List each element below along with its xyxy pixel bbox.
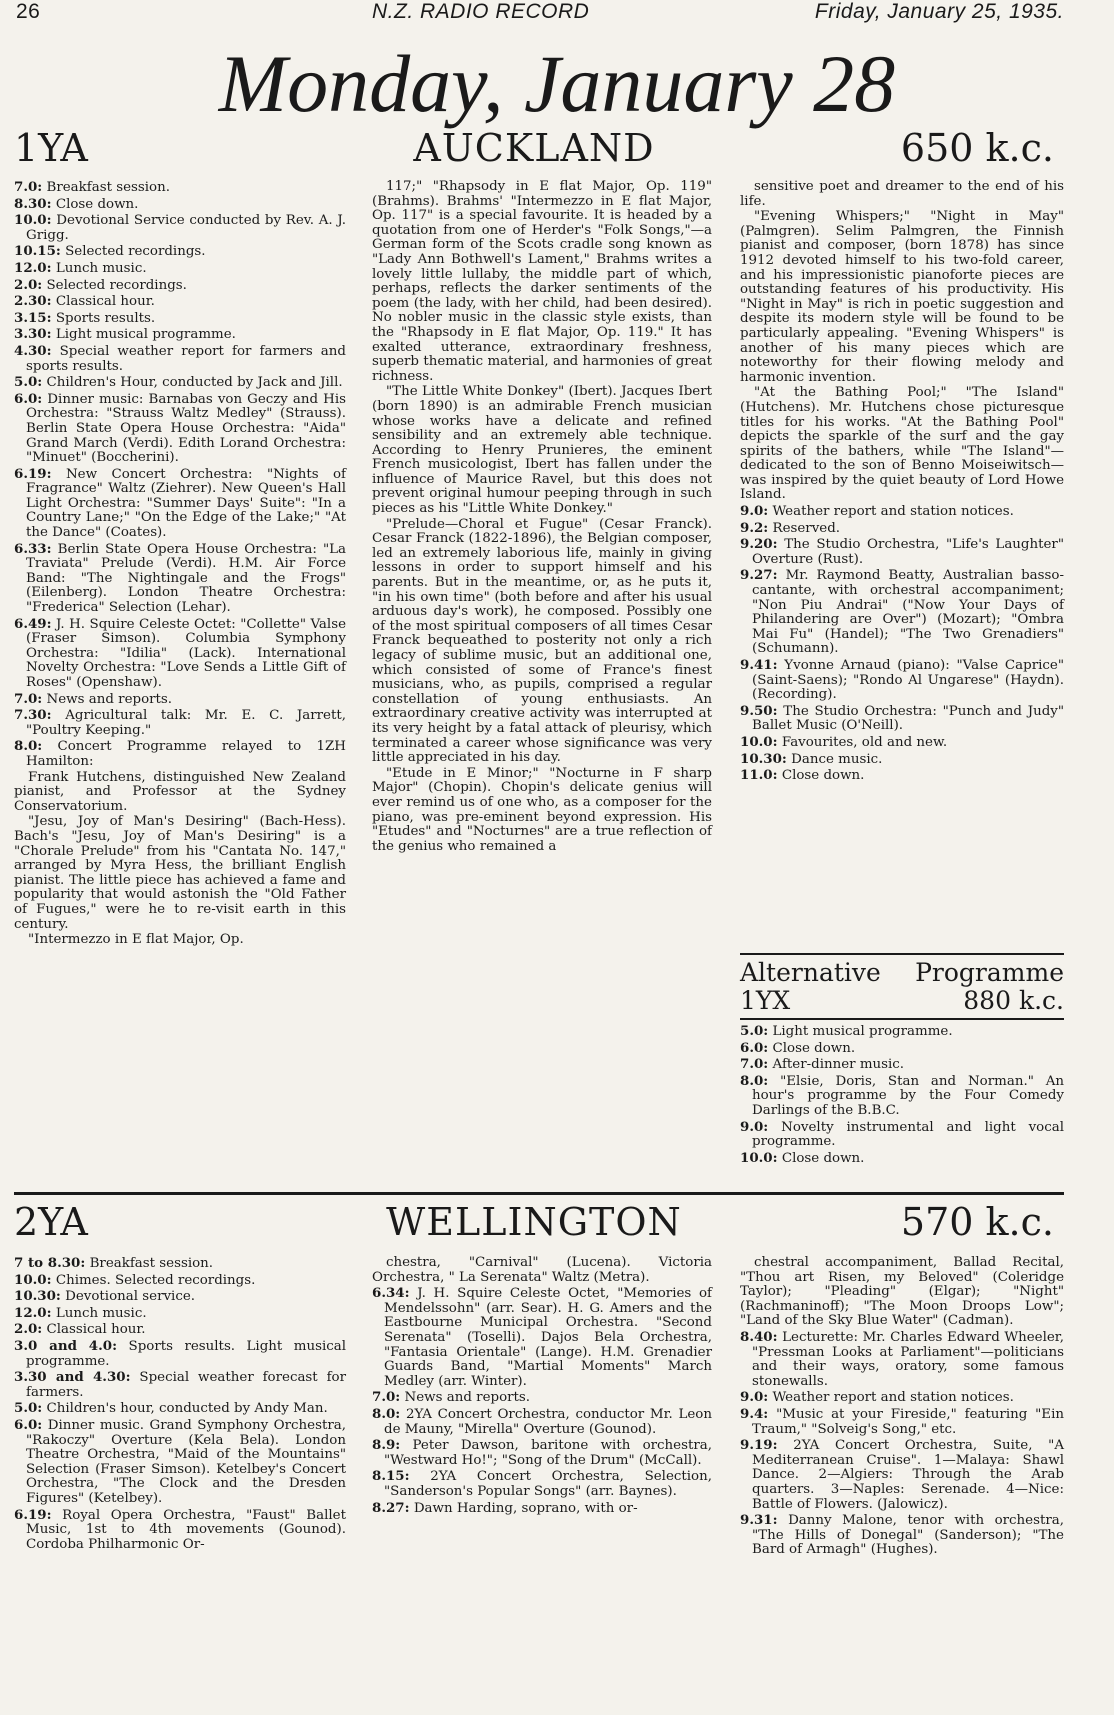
programme-entry bbox=[14, 467, 346, 541]
programme-entry bbox=[740, 768, 1064, 784]
entry-description: News and reports. bbox=[42, 691, 173, 707]
entry-description: Selected recordings. bbox=[60, 244, 206, 260]
entry-time: 10.30: bbox=[14, 1288, 61, 1305]
entry-time: 7 to 8.30: bbox=[14, 1255, 86, 1271]
entry-description: Dinner music: Barnabas von Geczy and His Orchestra: "Strauss Waltz Medley" (Strauss). Berlin State Opera House Orchestra: "Aida" Grand March (Verdi). Edith Lorand Orchestra: "Minuet" (Boccherini). bbox=[26, 391, 346, 466]
programme-entry bbox=[14, 1256, 346, 1272]
entry-description: News and reports. bbox=[400, 1390, 531, 1406]
entry-time: 8.27: bbox=[372, 1499, 410, 1516]
entry-description: Dinner music. Grand Symphony Orchestra, "Rakoczy" Overture (Kela Bela). London Theatre Orchestra, "Maid of the Mountains" Selection (Fraser Simson). Ketelbey's Concert Orchestra, "The Clock and the Dresden Figures" (Ketelbey). bbox=[26, 1417, 346, 1506]
entry-time: 3.30 and 4.30: bbox=[14, 1369, 131, 1386]
programme-entry bbox=[14, 261, 346, 277]
programme-entry bbox=[14, 375, 346, 391]
divider bbox=[740, 953, 1064, 955]
entry-time: 6.33: bbox=[14, 540, 52, 557]
entry-description: Lecturette: Mr. Charles Edward Wheeler, "Pressman Looks at Parliament"—politicians and their ways, oratory, some famous stonewalls. bbox=[752, 1329, 1064, 1389]
entry-time: 8.0: bbox=[740, 1072, 769, 1089]
entry-time: 9.20: bbox=[740, 536, 778, 553]
entry-time: 6.49: bbox=[14, 615, 52, 632]
programme-note: "Prelude—Choral et Fugue" (Cesar Franck). Cesar Franck (1822-1896), the Belgian composer, led an extremely laborious life, mainly in giving lessons in order to support himself and his parents. But in the meantime, or, as he puts it, "in his own time" (both before and after his usual arduous day's work), he composed. Possibly one of the most spiritual composers of all times Cesar Franck bequeathed to posterity not only a rich legacy of sublime music, but an additional one, which consisted of some of France's finest musicians, who, as pupils, comprised a regular constellation of young enthusiasts. An extraordinary creative activity was interrupted at its very height by a fatal attack of pleurisy, which terminated a career whose significance was very little appreciated in his day. bbox=[372, 516, 712, 766]
entry-description: After-dinner music. bbox=[768, 1057, 905, 1073]
programme-entry bbox=[14, 344, 346, 374]
entry-description: Favourites, old and new. bbox=[777, 734, 948, 750]
entry-time: 9.31: bbox=[740, 1512, 778, 1529]
entry-description: Concert Programme relayed to 1ZH Hamilton: bbox=[26, 739, 346, 769]
entry-description: Children's hour, conducted by Andy Man. bbox=[42, 1401, 328, 1417]
entry-time: 4.30: bbox=[14, 342, 52, 359]
programme-entry bbox=[740, 568, 1064, 657]
programme-entry bbox=[740, 1407, 1064, 1437]
alt-label-right: Programme bbox=[915, 958, 1064, 987]
entry-description: Reserved. bbox=[768, 520, 841, 536]
entry-time: 9.4: bbox=[740, 1405, 769, 1422]
entry-time: 6.19: bbox=[14, 465, 52, 482]
programme-entry bbox=[372, 1438, 712, 1468]
programme-entry bbox=[372, 1501, 712, 1517]
programme-entry bbox=[14, 1289, 346, 1305]
programme-entry bbox=[740, 1041, 1064, 1057]
entry-description: Close down. bbox=[777, 768, 865, 784]
entry-time: 8.0: bbox=[372, 1405, 401, 1422]
entry-description: Special weather forecast for farmers. bbox=[26, 1370, 346, 1400]
programme-entry bbox=[740, 504, 1064, 520]
programme-note: 117;" "Rhapsody in E flat Major, Op. 119" (Brahms). Brahms' "Intermezzo in E flat Major, Op. 117" is a special favourite. It is headed by a quotation from one of Herder's "Folk Songs,"—a German form of the Scots cradle song known as "Lady Ann Bothwell's Lament," Brahms writes a lovely little lullaby, the middle part of which, perhaps, reflects the darker sentiments of the poem (the lady, with her child, had been desired). No nobler music in the classic style exists, than the "Rhapsody in E flat Major, Op. 119." It has exalted utterance, extraordinary freshness, superb thematic material, and harmonies of great richness. bbox=[372, 179, 712, 384]
programme-note: "The Little White Donkey" (Ibert). Jacques Ibert (born 1890) is an admirable French musician whose works have a delicate and refined sensibility and an extremely able technique. According to Henry Prunieres, the eminent French musicologist, Ibert has fallen under the influence of Maurice Ravel, but this does not prevent original humour peeping through in such pieces as his "Little White Donkey." bbox=[372, 384, 712, 517]
entry-description: The Studio Orchestra: "Punch and Judy" Ballet Music (O'Neill). bbox=[752, 703, 1064, 734]
programme-entry bbox=[740, 1074, 1064, 1119]
wellington-column-3 bbox=[740, 1256, 1064, 1559]
entry-description: Close down. bbox=[777, 1150, 865, 1166]
entry-time: 3.30: bbox=[14, 326, 52, 343]
entry-time: 9.50: bbox=[740, 702, 778, 719]
programme-entry bbox=[740, 658, 1064, 703]
entry-time: 7.0: bbox=[740, 1056, 769, 1073]
programme-entry bbox=[14, 542, 346, 616]
entry-description: Peter Dawson, baritone with orchestra, "Westward Ho!"; "Song of the Drum" (McCall). bbox=[384, 1438, 712, 1468]
programme-entry bbox=[740, 752, 1064, 768]
alt-label-left: Alternative bbox=[740, 958, 881, 987]
programme-entry bbox=[14, 1401, 346, 1417]
programme-entry bbox=[14, 213, 346, 243]
programme-entry bbox=[372, 1390, 712, 1406]
entry-time: 9.27: bbox=[740, 567, 778, 584]
entry-description: Weather report and station notices. bbox=[768, 1390, 1014, 1406]
programme-entry bbox=[14, 617, 346, 691]
programme-entry bbox=[740, 1024, 1064, 1040]
entry-description: 2YA Concert Orchestra, Selection, "Sanderson's Popular Songs" (arr. Baynes). bbox=[384, 1469, 712, 1499]
alt-frequency: 880 k.c. bbox=[963, 986, 1064, 1015]
entry-time: 8.0: bbox=[14, 738, 43, 755]
programme-entry bbox=[14, 708, 346, 738]
entry-description: Classical hour. bbox=[51, 294, 155, 310]
programme-entry bbox=[14, 294, 346, 310]
station-frequency: 650 k.c. bbox=[900, 126, 1054, 170]
entry-time: 12.0: bbox=[14, 259, 52, 276]
entry-description: Devotional service. bbox=[60, 1289, 196, 1305]
entry-description: Dawn Harding, soprano, with or- bbox=[409, 1500, 638, 1516]
entry-description: J. H. Squire Celeste Octet: "Collette" Valse (Fraser Simson). Columbia Symphony Orchestra: "Idilia" (Lack). International Novelty Orchestra: "Love Sends a Little Gift of Roses" (Openshaw). bbox=[26, 616, 346, 690]
wellington-column-1 bbox=[14, 1256, 346, 1553]
entry-description: Royal Opera Orchestra, "Faust" Ballet Music, 1st to 4th movements (Gounod). Cordoba Philharmonic Or- bbox=[26, 1507, 346, 1552]
entry-time: 12.0: bbox=[14, 1304, 52, 1321]
programme-entry bbox=[14, 392, 346, 466]
entry-description: Sports results. Light musical programme. bbox=[26, 1338, 346, 1369]
page-number: 26 bbox=[16, 0, 41, 23]
entry-description: Devotional Service conducted by Rev. A. J. Grigg. bbox=[26, 213, 346, 243]
entry-time: 8.40: bbox=[740, 1328, 778, 1345]
entry-time: 5.0: bbox=[14, 374, 43, 391]
alt-call: 1YX bbox=[740, 986, 791, 1015]
entry-description: Dance music. bbox=[786, 751, 883, 767]
entry-description: Lunch music. bbox=[51, 1305, 147, 1321]
programme-entry bbox=[14, 1418, 346, 1507]
entry-time: 2.30: bbox=[14, 293, 52, 310]
entry-time: 2.0: bbox=[14, 1321, 43, 1338]
entry-description: Yvonne Arnaud (piano): "Valse Caprice" (Saint-Saens); "Rondo Al Ungarese" (Haydn). (Recording). bbox=[752, 658, 1064, 703]
entry-time: 7.0: bbox=[14, 179, 43, 195]
entry-time: 10.0: bbox=[740, 733, 778, 750]
entry-time: 9.41: bbox=[740, 657, 778, 673]
entry-description: Weather report and station notices. bbox=[768, 504, 1014, 520]
entry-description: Agricultural talk: Mr. E. C. Jarrett, "Poultry Keeping." bbox=[26, 708, 346, 738]
programme-note: "At the Bathing Pool;" "The Island" (Hutchens). Mr. Hutchens chose picturesque titles for his works. "At the Bathing Pool" depicts the sparkle of the surf and the gay spirits of the bathers, while "The Island"—dedicated to the son of Benno Moiseiwitsch—was inspired by the quiet beauty of Lord Howe Island. bbox=[740, 385, 1064, 503]
entry-time: 10.0: bbox=[14, 212, 52, 229]
programme-entry bbox=[740, 521, 1064, 537]
entry-time: 9.0: bbox=[740, 1389, 769, 1406]
auckland-column-1 bbox=[14, 180, 346, 949]
entry-description: Novelty instrumental and light vocal programme. bbox=[752, 1119, 1064, 1150]
programme-entry bbox=[14, 1306, 346, 1322]
programme-note: chestral accompaniment, Ballad Recital, "Thou art Risen, my Beloved" (Coleridge Taylor); "Pleading" (Elgar); "Night" (Rachmaninoff); "The Moon Droops Low"; "Land of the Sky Blue Water" (Cadman). bbox=[740, 1255, 1064, 1329]
entry-description: Sports results. bbox=[51, 310, 156, 326]
programme-entry bbox=[14, 739, 346, 769]
programme-entry bbox=[372, 1286, 712, 1389]
entry-time: 6.0: bbox=[14, 390, 43, 407]
auckland-column-2 bbox=[372, 180, 712, 855]
station-bar-1ya bbox=[14, 126, 1054, 176]
programme-note: "Intermezzo in E flat Major, Op. bbox=[28, 932, 244, 948]
day-title: Monday, January 28 bbox=[218, 38, 896, 129]
station-call: 2YA bbox=[14, 1200, 88, 1244]
programme-entry bbox=[14, 197, 346, 213]
programme-entry bbox=[740, 1151, 1064, 1167]
alternative-programme-list bbox=[740, 1024, 1064, 1167]
programme-entry bbox=[740, 537, 1064, 567]
entry-time: 6.19: bbox=[14, 1506, 52, 1523]
programme-entry bbox=[14, 327, 346, 343]
entry-time: 7.0: bbox=[372, 1389, 401, 1406]
entry-description: Close down. bbox=[51, 196, 139, 212]
programme-entry bbox=[14, 278, 346, 294]
entry-time: 5.0: bbox=[740, 1023, 769, 1039]
entry-description: Light musical programme. bbox=[51, 327, 236, 343]
entry-time: 10.15: bbox=[14, 243, 61, 260]
entry-description: Mr. Raymond Beatty, Australian basso-cantante, with orchestral accompaniment; "Non Piu Andrai" ("Now Your Days of Philandering are Over") (Mozart); "Ombra Mai Fu" (Handel); "The Two Grenadiers" (Schumann). bbox=[752, 568, 1064, 657]
entry-time: 5.0: bbox=[14, 1400, 43, 1417]
entry-description: Children's Hour, conducted by Jack and Jill. bbox=[42, 375, 343, 391]
entry-description: The Studio Orchestra, "Life's Laughter" Overture (Rust). bbox=[752, 537, 1064, 567]
page-header bbox=[0, 0, 1114, 26]
entry-description: Lunch music. bbox=[51, 260, 147, 276]
programme-note: chestra, "Carnival" (Lucena). Victoria Orchestra, " La Serenata" Waltz (Metra). bbox=[372, 1255, 712, 1285]
entry-time: 10.30: bbox=[740, 750, 787, 767]
entry-time: 6.34: bbox=[372, 1285, 410, 1302]
programme-note: "Etude in E Minor;" "Nocturne in F sharp Major" (Chopin). Chopin's delicate genius will ever remind us of one who, as a composer for the piano, was pre-eminent beyond expression. His "Etudes" and "Nocturnes" are a true reflection of the genius who remained a bbox=[372, 765, 712, 854]
programme-entry bbox=[740, 1438, 1064, 1512]
programme-note: "Jesu, Joy of Man's Desiring" (Bach-Hess). Bach's "Jesu, Joy of Man's Desiring" is a "Chorale Prelude" from his "Cantata No. 147," arranged by Myra Hess, the brilliant English pianist. The little piece has achieved a fame and popularity that would astonish the "Old Father of Fugues," were he to re-visit earth in this century. bbox=[14, 814, 346, 932]
divider bbox=[740, 1018, 1064, 1020]
programme-entry bbox=[14, 1508, 346, 1553]
station-call: 1YA bbox=[14, 126, 88, 170]
publication-title: N.Z. RADIO RECORD bbox=[372, 0, 590, 23]
programme-entry bbox=[740, 1513, 1064, 1558]
programme-entry bbox=[14, 1322, 346, 1338]
issue-date: Friday, January 25, 1935. bbox=[814, 0, 1064, 23]
entry-description: Chimes. Selected recordings. bbox=[51, 1272, 256, 1288]
entry-time: 7.30: bbox=[14, 707, 52, 724]
wellington-column-2 bbox=[372, 1256, 712, 1517]
entry-description: Breakfast session. bbox=[42, 180, 170, 195]
entry-description: Classical hour. bbox=[42, 1322, 146, 1338]
entry-time: 6.0: bbox=[14, 1416, 43, 1433]
entry-time: 9.0: bbox=[740, 1118, 769, 1135]
entry-time: 8.15: bbox=[372, 1468, 410, 1485]
programme-note: sensitive poet and dreamer to the end of his life. bbox=[740, 179, 1064, 209]
entry-time: 10.0: bbox=[14, 1271, 52, 1288]
programme-entry bbox=[740, 704, 1064, 734]
programme-entry bbox=[14, 1370, 346, 1400]
entry-description: Danny Malone, tenor with orchestra, "The Hills of Donegal" (Sanderson); "The Bard of Armagh" (Hughes). bbox=[752, 1513, 1064, 1558]
programme-entry bbox=[14, 311, 346, 327]
section-divider bbox=[14, 1192, 1064, 1195]
entry-time: 3.15: bbox=[14, 309, 52, 326]
station-bar-2ya bbox=[14, 1200, 1054, 1250]
programme-entry bbox=[14, 692, 346, 708]
programme-note: Frank Hutchens, distinguished New Zealand pianist, and Professor at the Sydney Conservatorium. bbox=[14, 769, 346, 814]
entry-description: New Concert Orchestra: "Nights of Fragrance" Waltz (Ziehrer). New Queen's Hall Light Orchestra: "Summer Days' Suite": "In a Country Lane;" "On the Edge of the Lake;" "At the Dance" (Coates). bbox=[26, 466, 346, 541]
entry-time: 3.0 and 4.0: bbox=[14, 1337, 118, 1354]
entry-description: "Elsie, Doris, Stan and Norman." An hour's programme by the Four Comedy Darlings of the B.B.C. bbox=[752, 1073, 1064, 1118]
entry-time: 11.0: bbox=[740, 767, 778, 784]
entry-description: Light musical programme. bbox=[768, 1024, 953, 1039]
entry-description: "Music at your Fireside," featuring "Ein Traum," "Solveig's Song," etc. bbox=[752, 1406, 1064, 1437]
programme-entry bbox=[14, 180, 346, 196]
entry-time: 8.30: bbox=[14, 195, 52, 212]
entry-time: 2.0: bbox=[14, 276, 43, 293]
entry-time: 10.0: bbox=[740, 1149, 778, 1166]
entry-description: Selected recordings. bbox=[42, 277, 187, 293]
entry-time: 9.2: bbox=[740, 519, 769, 536]
programme-entry bbox=[740, 1390, 1064, 1406]
programme-note: "Evening Whispers;" "Night in May" (Palmgren). Selim Palmgren, the Finnish pianist and composer, (born 1878) has since 1912 devoted himself to his two-fold career, and his impressionistic pianoforte pieces are outstanding features of his productivity. His "Night in May" is rich in poetic suggestion and despite its modern style will be found to be particularly appealing. "Evening Whispers" is another of his many pieces which are noteworthy for their flowing melody and harmonic invention. bbox=[740, 209, 1064, 385]
programme-entry bbox=[740, 735, 1064, 751]
programme-entry bbox=[740, 1057, 1064, 1073]
station-frequency: 570 k.c. bbox=[900, 1200, 1054, 1244]
entry-description: J. H. Squire Celeste Octet, "Memories of Mendelssohn" (arr. Sear). H. G. Amers and the Eastbourne Municipal Orchestra. "Second Serenata" (Toselli). Dajos Bela Orchestra, "Fantasia Orientale" (Lange). H.M. Grenadier Guards Band, "Martial Moments" March Medley (arr. Winter). bbox=[384, 1286, 712, 1389]
entry-time: 8.9: bbox=[372, 1437, 401, 1454]
programme-entry bbox=[14, 1273, 346, 1289]
entry-time: 6.0: bbox=[740, 1039, 769, 1056]
entry-description: Close down. bbox=[768, 1040, 856, 1056]
programme-entry bbox=[14, 244, 346, 260]
entry-description: Breakfast session. bbox=[85, 1256, 214, 1271]
entry-description: 2YA Concert Orchestra, conductor Mr. Leon de Mauny, "Mirella" Overture (Gounod). bbox=[384, 1406, 712, 1437]
entry-description: Berlin State Opera House Orchestra: "La Traviata" Prelude (Verdi). H.M. Air Force Band: "The Nightingale and the Frogs" (Eilenberg). London Theatre Orchestra: "Frederica" Selection (Lehar). bbox=[26, 541, 346, 616]
programme-entry bbox=[14, 1339, 346, 1369]
entry-description: 2YA Concert Orchestra, Suite, "A Mediterranean Cruise". 1—Malaya: Shawl Dance. 2—Algiers: Through the Arab quarters. 3—Naples: Serenade. 4—Nice: Battle of Flowers. (Jalowicz). bbox=[752, 1438, 1064, 1512]
entry-time: 9.0: bbox=[740, 503, 769, 520]
programme-entry bbox=[372, 1469, 712, 1499]
station-city: AUCKLAND bbox=[413, 126, 655, 170]
station-city: WELLINGTON bbox=[386, 1200, 682, 1244]
entry-description: Special weather report for farmers and sports results. bbox=[26, 343, 346, 374]
entry-time: 7.0: bbox=[14, 690, 43, 707]
entry-time: 9.19: bbox=[740, 1437, 778, 1454]
programme-entry bbox=[740, 1330, 1064, 1389]
programme-entry bbox=[372, 1407, 712, 1437]
auckland-column-3 bbox=[740, 180, 1064, 785]
programme-entry bbox=[740, 1120, 1064, 1150]
